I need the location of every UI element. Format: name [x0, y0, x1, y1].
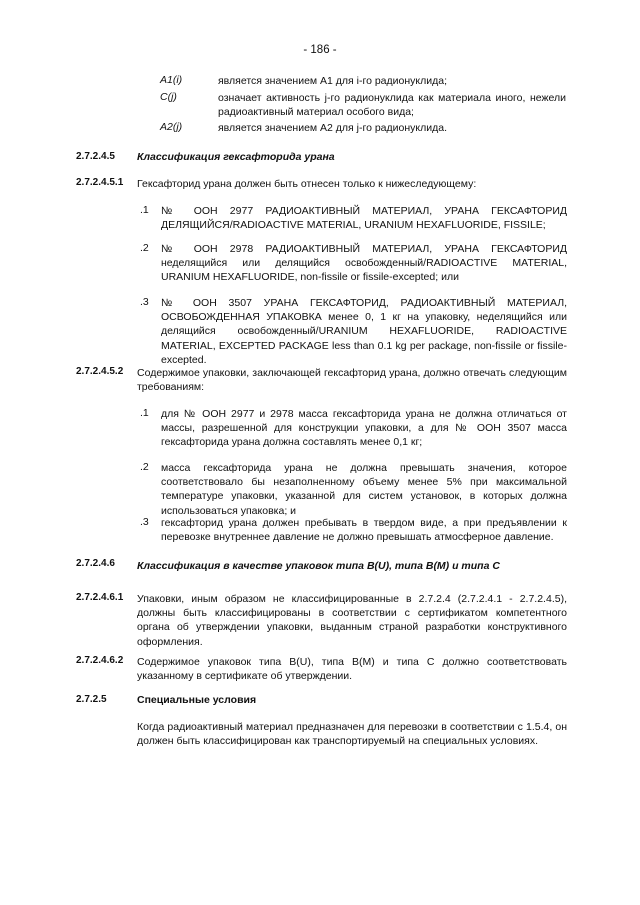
list-item-label: .3: [140, 296, 149, 308]
section-number: 2.7.2.4.6.2: [76, 655, 124, 666]
definition-symbol: C(j): [160, 91, 177, 103]
definition-text: означает активность j-го радионуклида как материала иного, нежели радиоактивный материал особого вида;: [218, 92, 566, 118]
definition-symbol: A1(i): [160, 74, 183, 86]
page-number: - 186 -: [303, 44, 337, 56]
list-item-label: .1: [140, 407, 149, 419]
section-number: 2.7.2.4.5.1: [76, 177, 124, 188]
paragraph: Упаковки, иным образом не классифицированные в 2.7.2.4 (2.7.2.4.1 - 2.7.2.4.5), должны быть классифицированы в соответствии с сертификатом компетентного органа об утверждении упаковки, выданным страной разработки конструктивного оформления.: [137, 593, 567, 648]
definition-text: является значением A2 для j-го радионуклида.: [218, 122, 447, 134]
paragraph: Гексафторид урана должен быть отнесен только к нижеследующему:: [137, 178, 477, 190]
paragraph: Когда радиоактивный материал предназначен для перевозки в соответствии с 1.5.4, он должен быть классифицирован как транспортируемый на специальных условиях.: [137, 721, 567, 748]
list-item-label: .3: [140, 516, 149, 528]
section-heading: Классификация гексафторида урана: [137, 151, 335, 163]
list-item-text: гексафторид урана должен пребывать в твердом виде, а при предъявлении к перевозке внутреннее давление не должно превышать атмосферное давление.: [161, 517, 567, 544]
section-number: 2.7.2.4.5.2: [76, 366, 124, 377]
list-item-label: .1: [140, 204, 149, 216]
paragraph: Содержимое упаковки, заключающей гексафторид урана, должно отвечать следующим требованиям:: [137, 367, 567, 394]
list-item-label: .2: [140, 242, 149, 254]
definition-text: является значением A1 для i-го радионуклида;: [218, 75, 447, 87]
list-item-label: .2: [140, 461, 149, 473]
list-item-text: для № ООН 2977 и 2978 масса гексафторида урана не должна отличаться от массы, разрешенной для конструкции упаковки, а для № ООН 3507 масса гексафторида урана должна составлять менее 0,1 кг;: [161, 408, 567, 449]
paragraph: Содержимое упаковок типа B(U), типа B(M) и типа C должно соответствовать указанному в сертификате об утверждении.: [137, 656, 567, 683]
definition-symbol: A2(j): [160, 121, 183, 133]
list-item-text: № ООН 3507 УРАНА ГЕКСАФТОРИД, РАДИОАКТИВНЫЙ МАТЕРИАЛ, ОСВОБОЖДЕННАЯ УПАКОВКА менее 0, 1 кг на упаковку, неделящийся или делящийся освобожденный/URANIUM HEXAFLUORIDE, RADIOACTIVE MATERIAL, EXCEPTED PACKAGE less than 0.1 kg per package, non-fissile or fissile-excepted.: [161, 297, 567, 366]
section-number: 2.7.2.4.6.1: [76, 592, 124, 603]
section-number: 2.7.2.4.5: [76, 151, 115, 162]
section-heading: Классификация в качестве упаковок типа B(U), типа B(M) и типа C: [137, 560, 500, 572]
list-item-text: масса гексафторида урана не должна превышать значения, которое соответствовало бы незаполненному объему менее 5% при максимальной температуре упаковки, указанной для систем установок, в которых должна использоваться упаковка; и: [161, 462, 567, 517]
section-number: 2.7.2.4.6: [76, 558, 115, 569]
list-item-text: № ООН 2978 РАДИОАКТИВНЫЙ МАТЕРИАЛ, УРАНА ГЕКСАФТОРИД неделящийся или делящийся освобожденный/RADIOACTIVE MATERIAL, URANIUM HEXAFLUORIDE, non-fissile or fissile-excepted; или: [161, 243, 567, 284]
section-number: 2.7.2.5: [76, 694, 107, 705]
list-item-text: № ООН 2977 РАДИОАКТИВНЫЙ МАТЕРИАЛ, УРАНА ГЕКСАФТОРИД ДЕЛЯЩИЙСЯ/RADIOACTIVE MATERIAL, URANIUM HEXAFLUORIDE, FISSILE;: [161, 205, 567, 232]
section-heading: Специальные условия: [137, 694, 257, 706]
